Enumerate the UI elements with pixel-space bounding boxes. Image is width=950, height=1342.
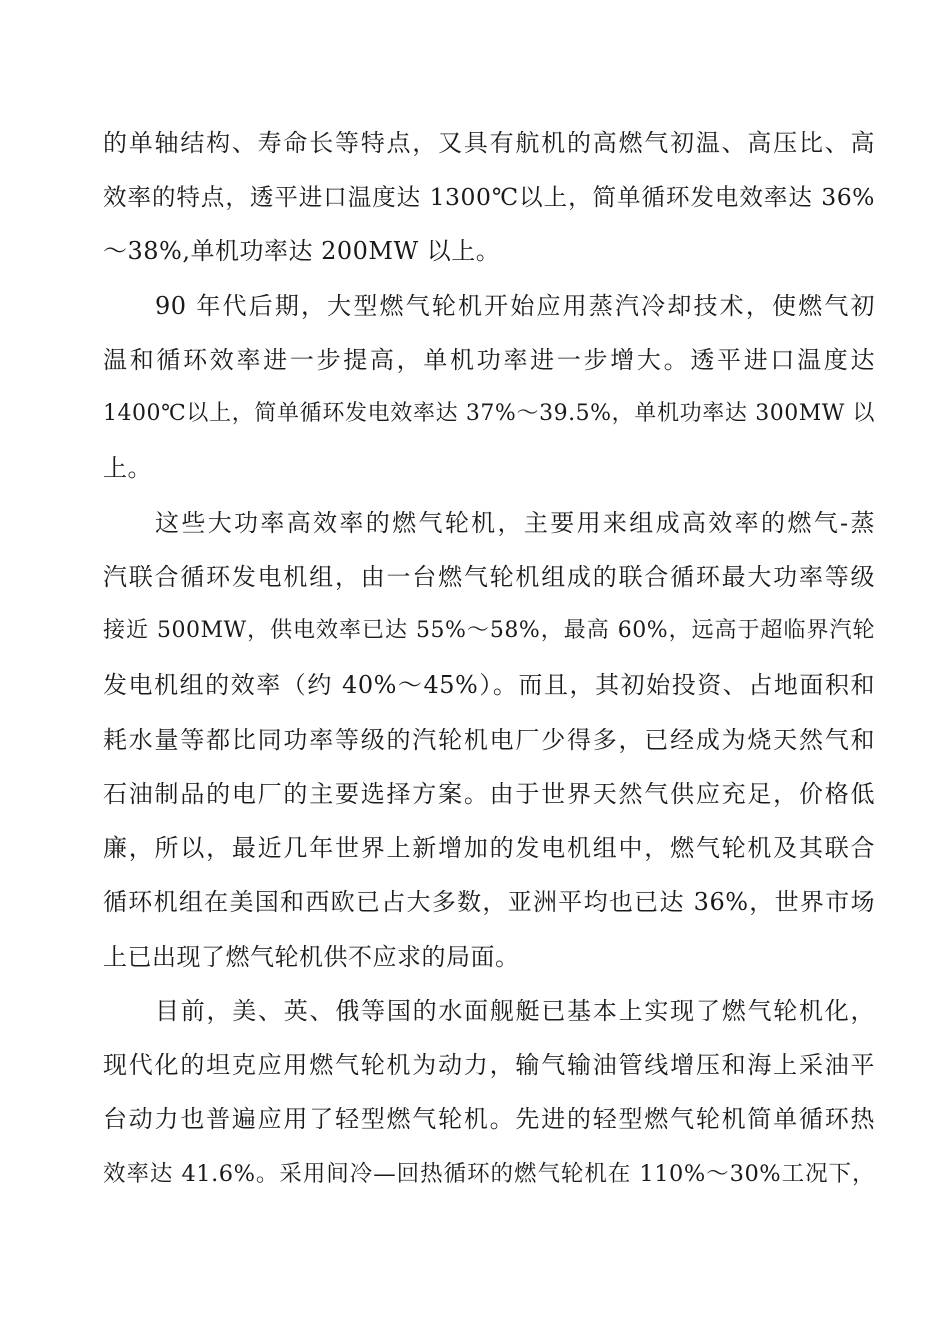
paragraph-first-line: 这些大功率高效率的燃气轮机，主要用来组成高效率的燃气-蒸 — [155, 509, 875, 537]
paragraph-first-line: 90 年代后期，大型燃气轮机开始应用蒸汽冷却技术，使燃气初 — [155, 292, 875, 320]
text-line: 上已出现了燃气轮机供不应求的局面。 — [103, 943, 520, 971]
text-line: ～38%,单机功率达 200MW 以上。 — [103, 237, 501, 265]
text-line: 汽联合循环发电机组，由一台燃气轮机组成的联合循环最大功率等级 — [103, 563, 875, 591]
text-line: 廉，所以，最近几年世界上新增加的发电机组中，燃气轮机及其联合 — [103, 834, 875, 862]
text-line: 上。 — [103, 454, 152, 482]
text-line: 温和循环效率进一步提高，单机功率进一步增大。透平进口温度达 — [103, 346, 875, 374]
text-line: 效率达 41.6%。采用间冷—回热循环的燃气轮机在 110%～30%工况下， — [103, 1161, 875, 1187]
text-line: 效率的特点，透平进口温度达 1300℃以上，简单循环发电效率达 36% — [103, 183, 875, 211]
text-line: 耗水量等都比同功率等级的汽轮机电厂少得多，已经成为烧天然气和 — [103, 726, 875, 754]
text-line: 1400℃以上，简单循环发电效率达 37%～39.5%，单机功率达 300MW 以 — [103, 401, 875, 426]
text-line: 发电机组的效率（约 40%～45%）。而且，其初始投资、占地面积和 — [103, 671, 875, 699]
paragraph-first-line: 目前，美、英、俄等国的水面舰艇已基本上实现了燃气轮机化， — [155, 997, 875, 1025]
text-line: 石油制品的电厂的主要选择方案。由于世界天然气供应充足，价格低 — [103, 780, 875, 808]
text-line: 台动力也普遍应用了轻型燃气轮机。先进的轻型燃气轮机简单循环热 — [103, 1105, 875, 1133]
text-line: 接近 500MW，供电效率已达 55%～58%，最高 60%，远高于超临界汽轮 — [103, 618, 875, 643]
text-line: 现代化的坦克应用燃气轮机为动力，输气输油管线增压和海上采油平 — [103, 1051, 875, 1079]
text-line: 的单轴结构、寿命长等特点，又具有航机的高燃气初温、高压比、高 — [103, 129, 875, 157]
text-line: 循环机组在美国和西欧已占大多数，亚洲平均也已达 36%，世界市场 — [103, 888, 875, 916]
